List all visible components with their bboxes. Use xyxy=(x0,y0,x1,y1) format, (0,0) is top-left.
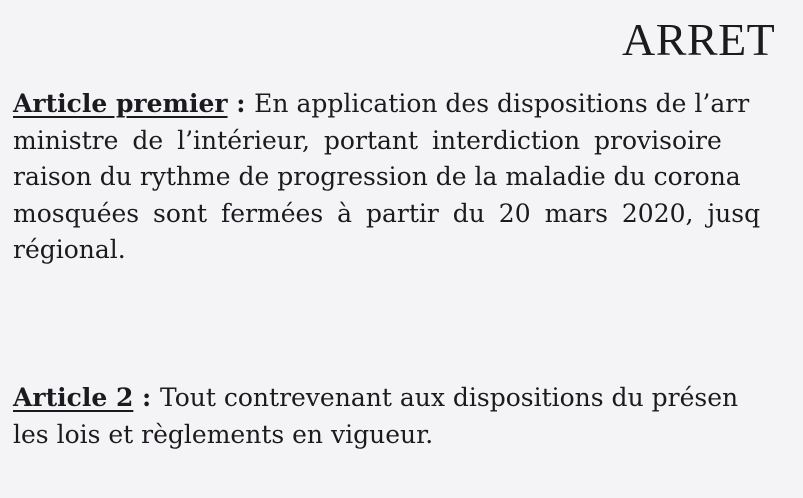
article-premier-line-3: raison du rythme de progression de la maladie du corona xyxy=(13,162,741,191)
article-premier-line-4: mosquées sont fermées à partir du 20 mars 2020, jusq xyxy=(13,198,761,228)
article-2-text-1: Tout contrevenant aux dispositions du présen xyxy=(159,383,739,412)
article-2-line-2: les lois et règlements en vigueur. xyxy=(13,419,434,449)
article-premier-line-2: ministre de l’intérieur, portant interdiction provisoire xyxy=(13,125,722,155)
article-premier-label: Article premier xyxy=(13,89,228,118)
article-premier-line-1 xyxy=(13,86,760,123)
article-premier-text-1: En application des dispositions de l’arr xyxy=(254,89,750,118)
article-premier-colon: : xyxy=(227,89,255,118)
article-premier xyxy=(13,86,760,269)
article-2-line-1 xyxy=(13,380,738,417)
article-2 xyxy=(13,380,738,453)
article-premier-line-5: régional. xyxy=(13,235,126,264)
article-2-colon: : xyxy=(133,383,160,412)
article-2-label: Article 2 xyxy=(13,383,134,412)
document-title: ARRET xyxy=(622,14,776,65)
